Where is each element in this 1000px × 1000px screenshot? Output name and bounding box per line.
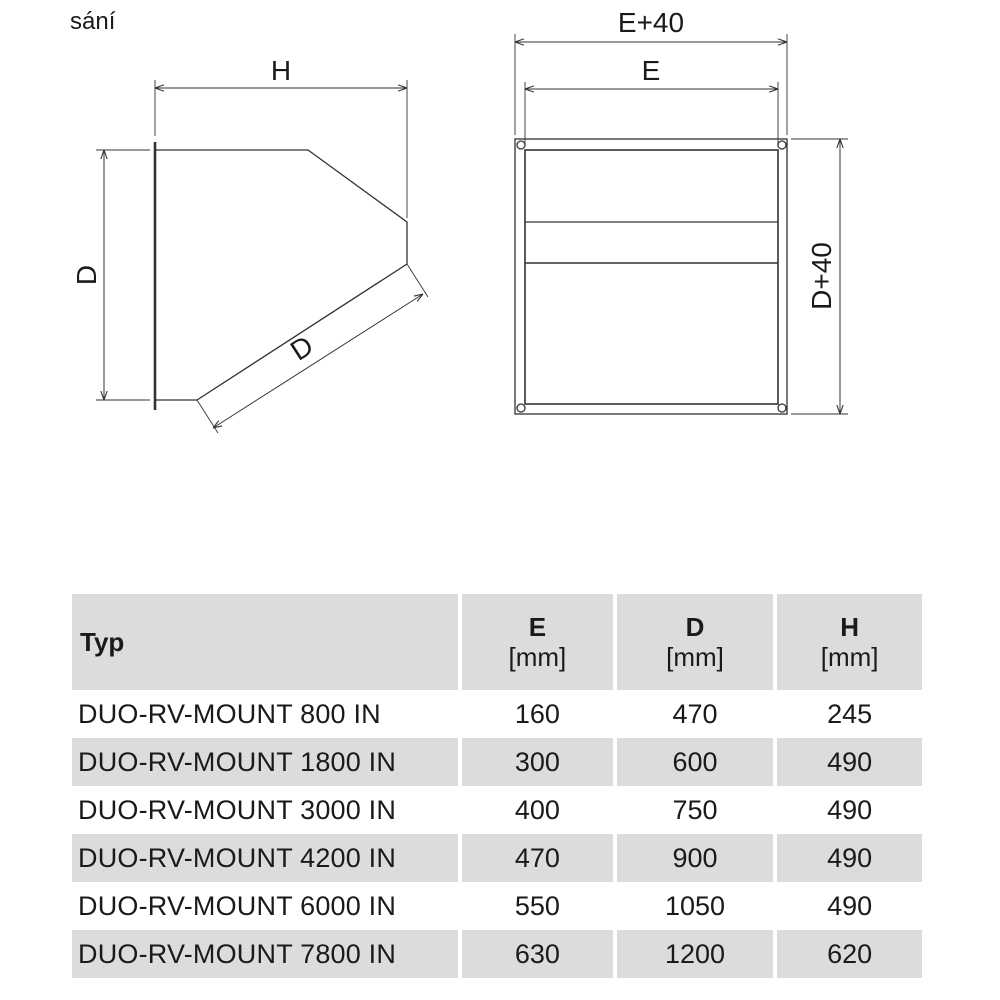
dim-d-vertical-label: D xyxy=(71,264,102,286)
cell-e: 400 xyxy=(462,786,617,834)
cell-h: 620 xyxy=(777,930,922,978)
cell-d: 750 xyxy=(617,786,778,834)
table-row xyxy=(72,834,922,882)
front-inner-frame xyxy=(525,150,778,404)
corner-screw-top-right xyxy=(778,141,786,149)
dim-d-diag-extension-bottom xyxy=(197,400,218,433)
header-d-unit: [mm] xyxy=(666,642,724,672)
cell-h: 490 xyxy=(777,834,922,882)
dim-d-diagonal-label: D xyxy=(284,329,319,367)
cell-d: 900 xyxy=(617,834,778,882)
cell-h: 490 xyxy=(827,890,873,921)
header-e-label: E xyxy=(528,612,547,642)
table-row xyxy=(72,882,922,930)
cell-e: 160 xyxy=(462,690,617,738)
dimensions-table xyxy=(72,594,922,978)
dim-d-diag-extension-top xyxy=(407,264,428,297)
cell-typ: DUO-RV-MOUNT 7800 IN xyxy=(72,930,462,978)
cell-h: 245 xyxy=(827,698,873,729)
header-e-unit: [mm] xyxy=(508,642,567,672)
header-typ-label: Typ xyxy=(80,626,125,657)
dim-e-label: E xyxy=(641,55,661,86)
cell-e: 630 xyxy=(462,930,617,978)
cell-h: 490 xyxy=(777,738,922,786)
table-row xyxy=(72,738,922,786)
dim-d-diagonal-line xyxy=(213,294,423,428)
cell-typ: DUO-RV-MOUNT 1800 IN xyxy=(72,738,462,786)
cell-e: 300 xyxy=(462,738,617,786)
front-view xyxy=(515,34,848,414)
cell-e: 470 xyxy=(462,834,617,882)
cell-typ: DUO-RV-MOUNT 3000 IN xyxy=(72,786,462,834)
cell-d: 600 xyxy=(617,738,778,786)
header-h-label: H xyxy=(840,612,860,642)
table-row xyxy=(72,786,922,834)
cell-typ: DUO-RV-MOUNT 6000 IN xyxy=(72,882,462,930)
cell-typ: DUO-RV-MOUNT 4200 IN xyxy=(72,834,462,882)
cell-d: 1050 xyxy=(617,882,778,930)
corner-screw-bottom-left xyxy=(517,404,525,412)
header-e xyxy=(462,594,617,690)
side-view xyxy=(96,80,428,433)
header-h-unit: [mm] xyxy=(820,642,879,672)
front-outer-flange xyxy=(515,139,787,414)
cell-d: 1200 xyxy=(617,930,778,978)
drawing-caption: sání xyxy=(70,8,116,35)
table-row xyxy=(72,690,922,738)
dim-h-label: H xyxy=(270,55,292,86)
corner-screw-top-left xyxy=(517,141,525,149)
header-h xyxy=(777,594,922,690)
dim-e40-label: E+40 xyxy=(617,7,685,38)
header-d-label: D xyxy=(685,612,705,642)
cell-d: 470 xyxy=(617,690,778,738)
cell-typ: DUO-RV-MOUNT 800 IN xyxy=(72,690,462,738)
corner-screw-bottom-right xyxy=(778,404,786,412)
cell-h: 490 xyxy=(827,794,873,825)
side-hood-outline xyxy=(155,150,407,400)
table-header-row xyxy=(72,594,922,690)
header-typ xyxy=(72,594,462,690)
header-d xyxy=(617,594,778,690)
table-row xyxy=(72,930,922,978)
dim-d40-label: D+40 xyxy=(806,242,837,310)
cell-e: 550 xyxy=(462,882,617,930)
